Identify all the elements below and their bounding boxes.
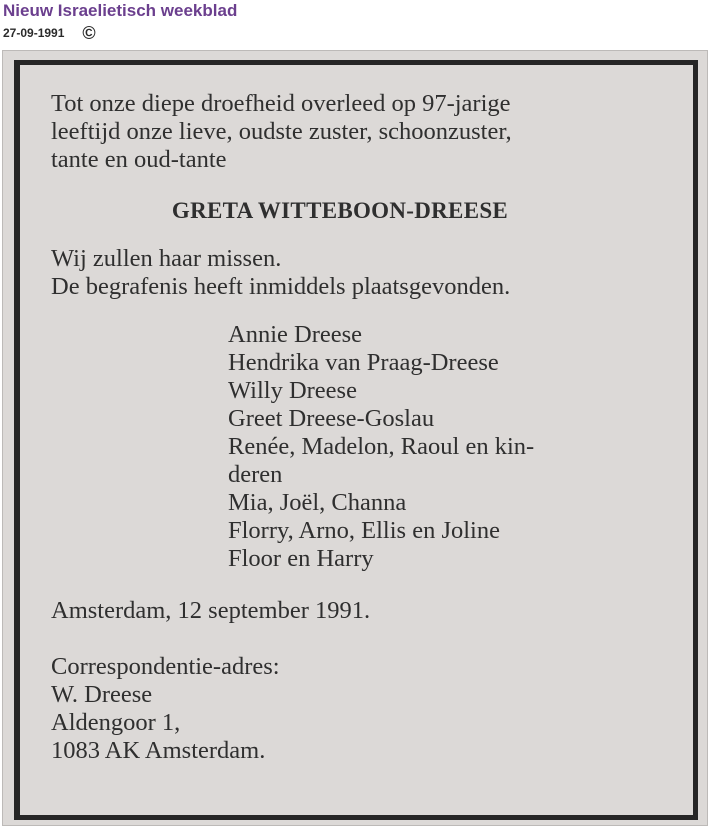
address-line: Correspondentie-adres:	[51, 653, 280, 680]
relative-line: Florry, Arno, Ellis en Joline	[228, 517, 500, 544]
relative-line: Mia, Joël, Channa	[228, 489, 407, 516]
relative-line: Willy Dreese	[228, 377, 357, 404]
relative-line: Renée, Madelon, Raoul en kin-	[228, 433, 535, 460]
message-line: Wij zullen haar missen.	[51, 245, 282, 272]
message-line: De begrafenis heeft inmiddels plaatsgevonden.	[51, 273, 511, 300]
address-line: Aldengoor 1,	[51, 709, 181, 736]
publication-title: Nieuw Israelietisch weekblad	[3, 1, 238, 20]
intro-text	[51, 90, 651, 174]
address-line: 1083 AK Amsterdam.	[51, 737, 266, 764]
relative-line: Greet Dreese-Goslau	[228, 405, 435, 432]
date-row	[3, 25, 237, 41]
relative-line: Annie Dreese	[228, 321, 363, 348]
relatives-list	[51, 321, 651, 573]
intro-line: leeftijd onze lieve, oudste zuster, schoonzuster,	[51, 118, 512, 145]
death-announcement	[51, 90, 651, 765]
message-text	[51, 245, 651, 301]
relative-line: Floor en Harry	[228, 545, 374, 572]
relative-line: deren	[228, 461, 283, 488]
publication-date: 27-09-1991	[3, 26, 65, 40]
place-date: Amsterdam, 12 september 1991.	[51, 597, 371, 624]
intro-line: tante en oud-tante	[51, 146, 227, 173]
deceased-name: GRETA WITTEBOON-DREESE	[171, 198, 509, 223]
address-line: W. Dreese	[51, 681, 153, 708]
relative-line: Hendrika van Praag-Dreese	[228, 349, 499, 376]
clipping-header	[3, 0, 237, 41]
intro-line: Tot onze diepe droefheid overleed op 97-jarige	[51, 90, 511, 117]
copyright-icon[interactable]: ©	[82, 23, 96, 43]
newspaper-clipping	[2, 50, 708, 826]
correspondence-address	[51, 653, 651, 765]
